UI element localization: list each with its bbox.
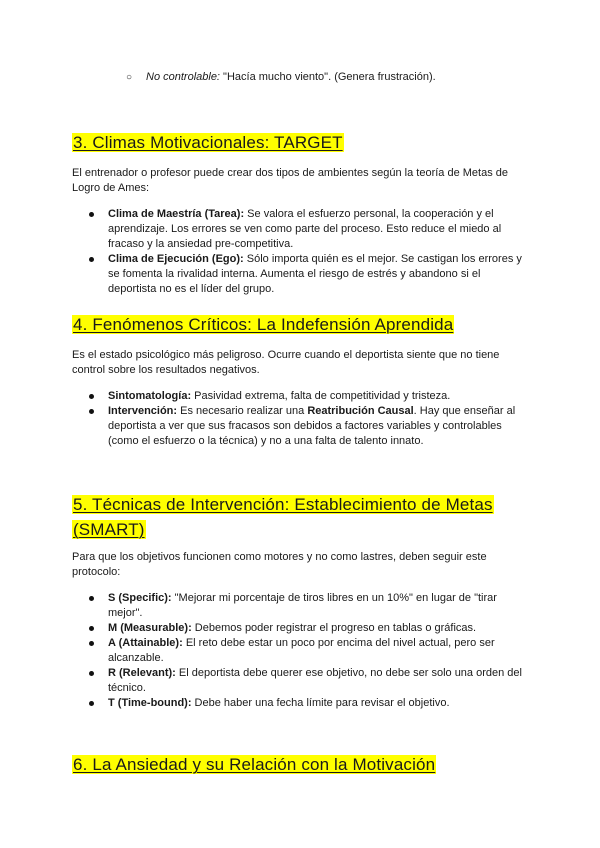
list-item: T (Time-bound): Debe haber una fecha límite para revisar el objetivo. — [72, 696, 528, 711]
list-item: Clima de Maestría (Tarea): Se valora el esfuerzo personal, la cooperación y el aprendizaje. Los errores se ven como parte del proceso. Esto reduce el miedo al fracaso y la ansiedad pre-competitiva. — [72, 207, 528, 252]
section-heading: 4. Fenómenos Críticos: La Indefensión Aprendida — [73, 315, 454, 334]
bullet-icon — [89, 409, 94, 414]
bullet-list — [72, 591, 528, 711]
bullet-icon — [89, 641, 94, 646]
bullet-icon — [89, 671, 94, 676]
list-item: Clima de Ejecución (Ego): Sólo importa quién es el mejor. Se castigan los errores y se fomenta la rivalidad interna. Aumenta el riesgo de estrés y abandono si el deportista no es el líder del grupo. — [72, 252, 528, 297]
list-item: S (Specific): "Mejorar mi porcentaje de tiros libres en un 10%" en lugar de "tirar mejor". — [72, 591, 528, 621]
list-item: R (Relevant): El deportista debe querer ese objetivo, no debe ser solo una orden del técnico. — [72, 666, 528, 696]
bullet-icon — [89, 701, 94, 706]
sub-item-label: No controlable: — [146, 71, 220, 83]
list-item: Sintomatología: Pasividad extrema, falta de competitividad y tristeza. — [72, 389, 528, 404]
sub-item-text: "Hacía mucho viento". (Genera frustración). — [220, 71, 436, 83]
bullet-icon — [89, 596, 94, 601]
bullet-icon — [89, 212, 94, 217]
section-paragraph: El entrenador o profesor puede crear dos tipos de ambientes según la teoría de Metas de Logro de Ames: — [72, 167, 508, 194]
list-item: M (Measurable): Debemos poder registrar el progreso en tablas o gráficas. — [72, 621, 528, 636]
section-paragraph: Es el estado psicológico más peligroso. Ocurre cuando el deportista siente que no tiene control sobre los resultados negativos. — [72, 349, 500, 376]
bullet-icon — [89, 626, 94, 631]
section-paragraph: Para que los objetivos funcionen como motores y no como lastres, deben seguir este protocolo: — [72, 551, 487, 578]
section-heading: 5. Técnicas de Intervención: Establecimiento de Metas (SMART) — [73, 495, 493, 539]
bullet-icon — [89, 257, 94, 262]
bullet-list — [72, 207, 528, 297]
hollow-circle-bullet-icon: ○ — [126, 72, 133, 83]
section-heading: 3. Climas Motivacionales: TARGET — [73, 133, 343, 152]
list-item: A (Attainable): El reto debe estar un poco por encima del nivel actual, pero ser alcanzable. — [72, 636, 528, 666]
list-item: Intervención: Es necesario realizar una Reatribución Causal. Hay que enseñar al deportista a ver que sus fracasos son debidos a factores variables y controlables (como el esfuerzo o la técnica) y no a una falta de talento innato. — [72, 404, 528, 449]
bullet-icon — [89, 394, 94, 399]
section-heading: 6. La Ansiedad y su Relación con la Motivación — [73, 755, 436, 774]
bullet-list — [72, 389, 528, 449]
